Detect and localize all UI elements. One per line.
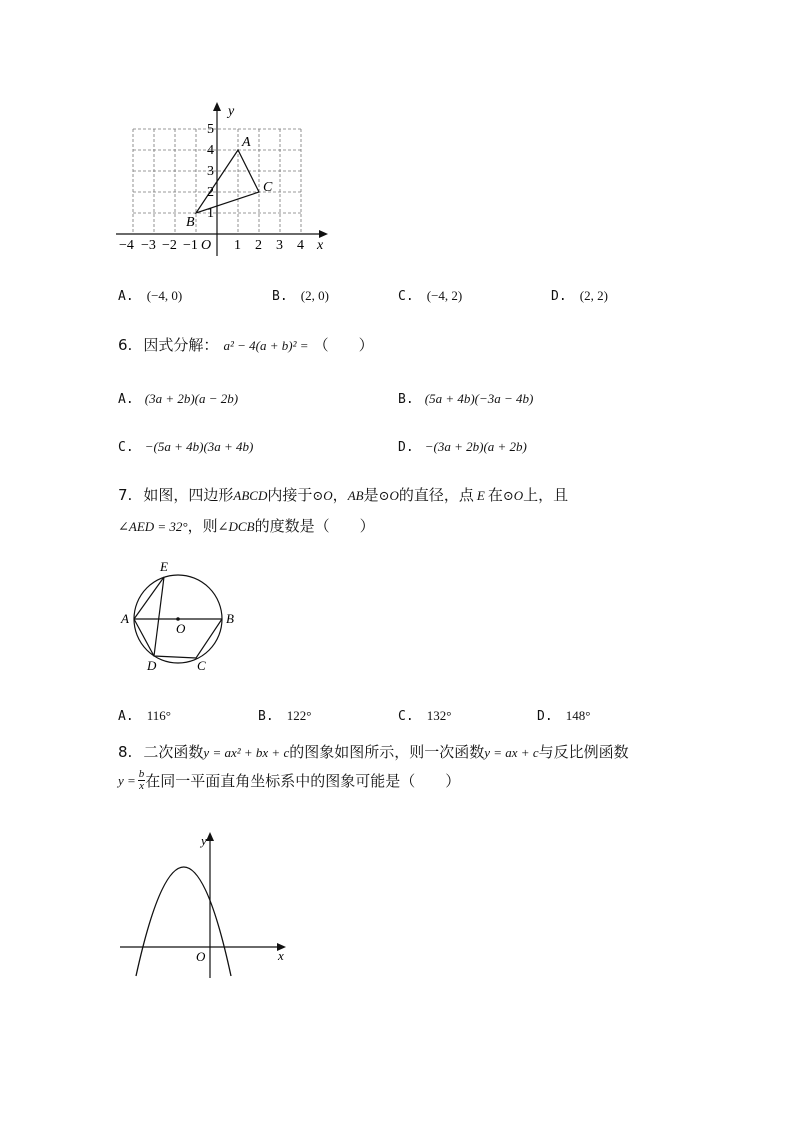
q5-option-b[interactable]: [272, 285, 329, 304]
q7-option-a[interactable]: [118, 705, 171, 724]
option-letter: C.: [398, 709, 414, 724]
q6-stem-text: 因式分解：: [143, 336, 219, 354]
q8-y-axis-label: y: [201, 833, 207, 848]
q5-x-tick-2: 2: [255, 238, 262, 253]
option-letter: B.: [258, 709, 274, 724]
q5-x-tick-3: 3: [276, 238, 283, 253]
option-text: (2, 2): [579, 288, 608, 303]
q5-option-c[interactable]: [398, 285, 462, 304]
q5-option-a[interactable]: [118, 285, 182, 304]
q7-option-c[interactable]: [398, 705, 451, 724]
q8-y-arrow-icon: [206, 832, 214, 841]
q8-stem-line2: [118, 769, 460, 792]
q5-vertex-b-label: B: [186, 215, 195, 230]
q7-option-b[interactable]: [258, 705, 311, 724]
q5-x-arrow-icon: [319, 230, 328, 238]
option-text: (−4, 0): [146, 288, 183, 303]
option-text: (−4, 2): [426, 288, 463, 303]
option-letter: A.: [118, 392, 134, 407]
option-text: (2, 0): [300, 288, 329, 303]
q7-stem-line1: [118, 484, 568, 505]
q7-circle-figure: [116, 556, 240, 676]
q7-text: 在: [487, 486, 503, 504]
q7-text: ，则: [187, 517, 218, 535]
q8-math: y = ax² + bx + c: [203, 745, 290, 760]
q8-math: y =: [118, 772, 136, 788]
q7-text: 的直径，点: [398, 486, 474, 504]
q8-parabola-curve: [136, 867, 231, 976]
q5-x-tick-4: 4: [297, 238, 304, 253]
question-number: 8.: [118, 743, 133, 761]
q5-y-axis-label: y: [228, 104, 235, 119]
q7-text: 上，且: [523, 486, 569, 504]
q7-math: ⊙O: [502, 488, 524, 503]
q5-triangle-abc: [196, 150, 259, 213]
q5-x-tick-neg3: −3: [141, 238, 156, 253]
q6-expression: a² − 4(a + b)² =: [223, 338, 309, 353]
q7-math: AB: [347, 488, 364, 503]
q5-coordinate-figure: [112, 98, 337, 260]
q7-math: ∠AED = 32°: [118, 519, 188, 534]
q6-option-a[interactable]: [118, 388, 238, 407]
q7-label-b: B: [226, 611, 234, 626]
q5-vertex-a-label: A: [242, 135, 251, 150]
q7-text: 是: [363, 486, 379, 504]
q5-y-tick-1: 1: [207, 206, 214, 221]
q8-reciprocal-fn: [118, 769, 145, 792]
option-text: (5a + 4b)(−3a − 4b): [424, 391, 534, 406]
q6-option-d[interactable]: [398, 436, 527, 455]
q5-vertex-c-label: C: [263, 180, 273, 195]
q8-parabola-figure: [114, 828, 294, 980]
q5-origin-label: O: [201, 238, 212, 253]
q7-math: E: [476, 488, 485, 503]
q8-text: 与反比例函数: [538, 743, 629, 761]
q5-y-arrow-icon: [213, 102, 221, 111]
option-text: −(5a + 4b)(3a + 4b): [144, 439, 254, 454]
q5-y-tick-3: 3: [207, 164, 214, 179]
option-text: 116°: [146, 708, 171, 723]
option-text: 132°: [426, 708, 452, 723]
q5-x-tick-neg1: −1: [183, 238, 198, 253]
q5-x-axis-label: x: [317, 238, 324, 253]
option-text: (3a + 2b)(a − 2b): [144, 391, 239, 406]
q7-option-d[interactable]: [537, 705, 590, 724]
option-letter: A.: [118, 289, 134, 304]
option-letter: C.: [398, 289, 414, 304]
option-letter: B.: [398, 392, 414, 407]
q5-y-tick-4: 4: [207, 143, 214, 158]
option-letter: D.: [398, 440, 414, 455]
q7-math: ⊙O: [312, 488, 333, 503]
option-text: 148°: [565, 708, 591, 723]
q7-math: ∠DCB: [217, 519, 255, 534]
q7-label-o: O: [176, 621, 186, 636]
q5-option-d[interactable]: [551, 285, 608, 304]
q8-text: 二次函数: [143, 743, 204, 761]
option-text: −(3a + 2b)(a + 2b): [424, 439, 527, 454]
q7-label-a: A: [121, 611, 129, 626]
q7-text: ，: [332, 486, 348, 504]
q7-label-e: E: [160, 559, 168, 574]
q7-text: 内接于: [267, 486, 313, 504]
q8-x-axis-label: x: [278, 948, 284, 963]
q8-text: 的图象如图所示，则一次函数: [289, 743, 485, 761]
q7-label-d: D: [147, 658, 157, 673]
q5-x-tick-1: 1: [234, 238, 241, 253]
answer-blank: （ ）: [313, 336, 374, 354]
option-letter: D.: [551, 289, 567, 304]
q7-math: ⊙O: [378, 488, 399, 503]
q5-y-tick-2: 2: [207, 185, 214, 200]
q5-x-tick-neg4: −4: [119, 238, 134, 253]
q6-stem: [118, 334, 374, 355]
q6-option-c[interactable]: [118, 436, 253, 455]
q7-math: ABCD: [233, 488, 268, 503]
q8-stem-line1: [118, 741, 629, 762]
q7-text: 的度数是（ ）: [254, 517, 375, 535]
q7-stem-line2: [118, 515, 375, 536]
q7-label-c: C: [197, 658, 206, 673]
question-number: 7.: [118, 486, 133, 504]
option-letter: A.: [118, 709, 134, 724]
q5-y-tick-5: 5: [207, 122, 214, 137]
q6-option-b[interactable]: [398, 388, 533, 407]
question-number: 6.: [118, 336, 133, 354]
q7-text: 如图，四边形: [143, 486, 234, 504]
q5-x-tick-neg2: −2: [162, 238, 177, 253]
option-text: 122°: [286, 708, 312, 723]
q8-fraction-numerator: b: [138, 768, 145, 780]
option-letter: C.: [118, 440, 134, 455]
q8-fraction-denominator: x: [139, 780, 144, 792]
option-letter: D.: [537, 709, 553, 724]
option-letter: B.: [272, 289, 288, 304]
q8-math: y = ax + c: [484, 745, 539, 760]
q8-origin-label: O: [196, 949, 206, 964]
q8-text: 在同一平面直角坐标系中的图象可能是（ ）: [145, 772, 461, 790]
